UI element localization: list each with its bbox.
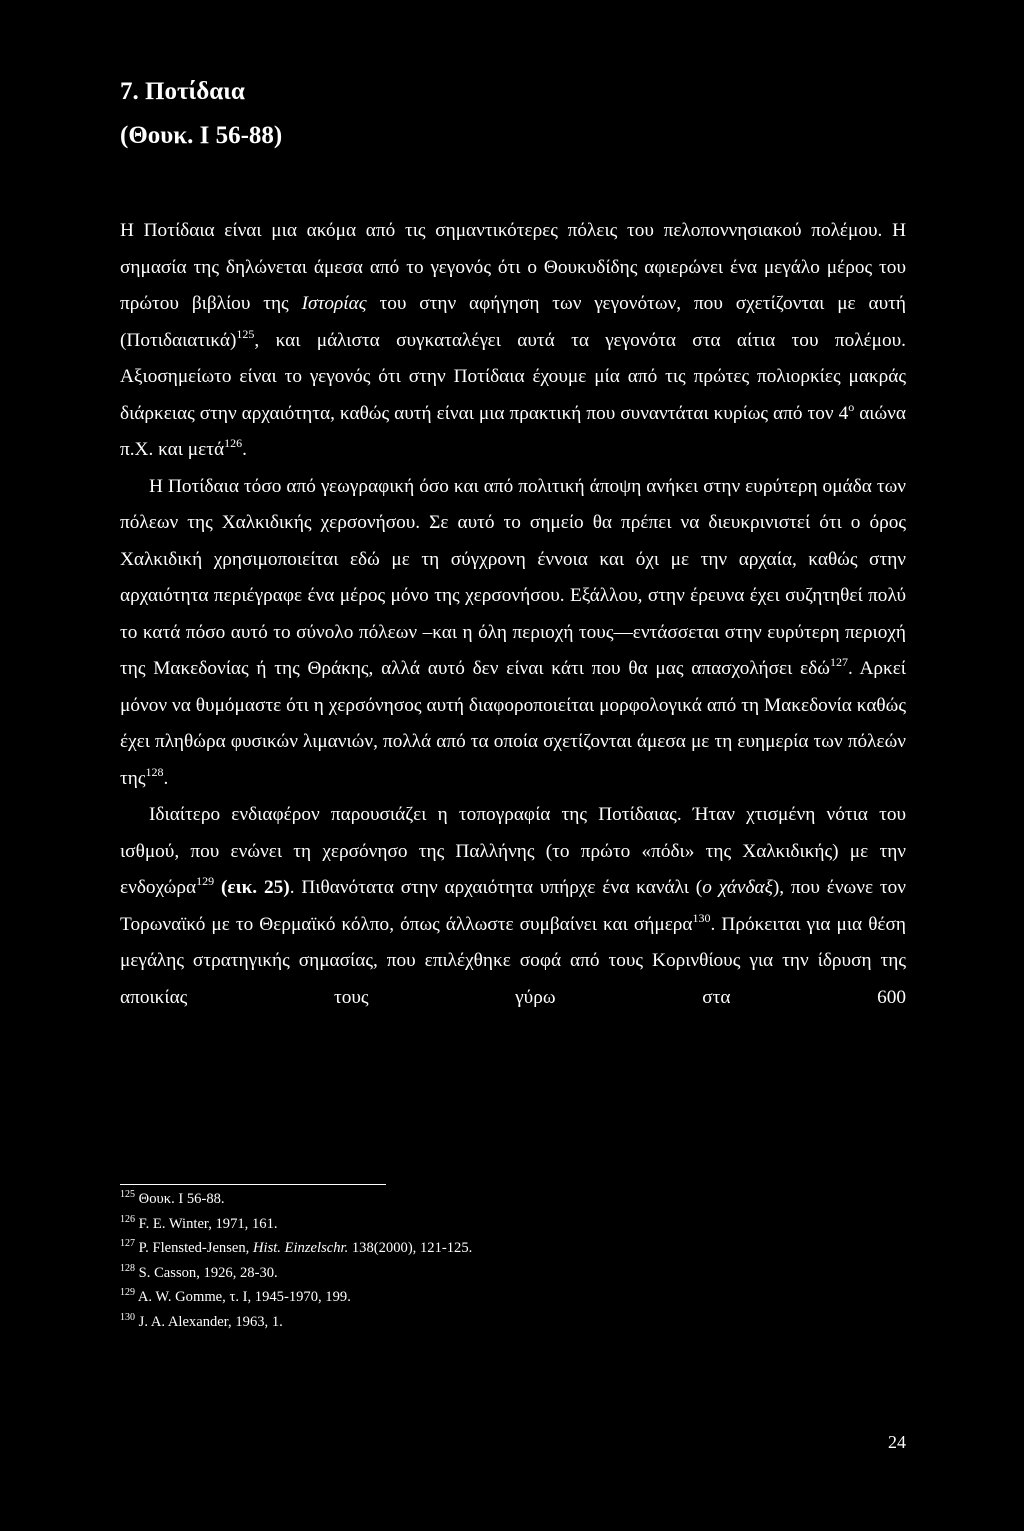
footnote-text: F. E. Winter, 1971, 161. <box>138 1215 278 1232</box>
footnote-italic: Hist. Einzelschr. <box>252 1240 349 1256</box>
footnote-number: 128 <box>120 1262 135 1274</box>
footnote-text: A. W. Gomme, τ. Ι, 1945-1970, 199. <box>137 1289 351 1305</box>
text-run: Η Ποτίδαια τόσο από γεωγραφική όσο και από πολιτική άποψη ανήκει στην ευρύτερη ομάδα των πόλεων της Χαλκιδικής χερσονήσου. Σε αυτό το σημείο θα πρέπει να διευκρινιστεί ότι ο όρος Χαλκιδική χρησιμοποιείται εδώ με τη σύγχρονη έννοια και όχι με την αρχαία, καθώς στην αρχαιότητα περιέγραφε ένα μέρος μόνο της χερσονήσου. Εξάλλου, στην έρευνα έχει συζητηθεί πολύ το κατά πόσο αυτό το σύνολο πόλεων –και η όλη περιοχή τους—εντάσσεται στην ευρύτερη περιοχή της Μακεδονίας ή της Θράκης, αλλά αυτό δεν είναι κάτι που θα μας απασχολήσει εδώ <box>120 475 906 679</box>
footnote-number: 130 <box>120 1311 135 1323</box>
text-run: . Πρόκειται για μια θέση μεγάλης στρατηγικής σημασίας, που επιλέχθηκε σοφά από τους Κορινθίους για την ίδρυση της αποικίας τους γύρω στα 600 <box>120 913 906 1008</box>
footnote-number: 129 <box>120 1287 135 1298</box>
footnote-ref-125: 125 <box>236 326 255 341</box>
text-run: αιώνα π.Χ. και μετά <box>120 402 907 460</box>
text-run: Ιδιαίτερο ενδιαφέρον παρουσιάζει η τοπογραφία της Ποτίδαιας. Ήταν χτισμένη νότια του ισθμού, που ενώνει τη χερσόνησο της Παλλήνης (το πρώτο «πόδι» της Χαλκιδικής) με την ενδοχώρα <box>120 804 906 898</box>
paragraph-3 <box>120 797 906 1016</box>
figure-reference: (εικ. 25) <box>220 877 290 898</box>
text-run: . <box>242 439 247 460</box>
footnotes-list <box>120 1187 472 1334</box>
footnote-ref-129: 129 <box>196 874 215 888</box>
chapter-title: 7. Ποτίδαια <box>120 78 245 105</box>
text-run: ), που ένωνε τον Τορωναϊκό με το Θερμαϊκό κόλπο, όπως άλλωστε συμβαίνει και σήμερα <box>120 877 907 935</box>
footnote-separator <box>120 1184 386 1185</box>
body-text <box>120 213 906 1016</box>
text-run: . Πιθανότατα στην αρχαιότητα υπήρχε ένα κανάλι ( <box>289 877 703 898</box>
footnote-128 <box>120 1261 472 1286</box>
italic-run: ο χάνδαξ <box>702 877 773 898</box>
text-run: , και μάλιστα συγκαταλέγει αυτά τα γεγονότα στα αίτια του πολέμου. Αξιοσημείωτο είναι το γεγονός ότι στην Ποτίδαια έχουμε μία από τις πρώτες πολιορκίες μακράς διάρκειας στην αρχαιότητα, καθώς αυτή είναι μια πρακτική που συναντάται κυρίως από τον 4 <box>120 329 906 424</box>
footnote-ref-127: 127 <box>829 655 848 669</box>
footnote-text: J. A. Alexander, 1963, 1. <box>138 1313 283 1330</box>
footnote-125 <box>120 1187 472 1212</box>
footnote-ref-126: 126 <box>224 436 243 450</box>
footnote-ref-130: 130 <box>692 910 711 925</box>
text-run: του στην αφήγηση των γεγονότων, που σχετίζονται με αυτή (Ποτιδαιατικά) <box>120 293 906 351</box>
footnote-number: 126 <box>120 1213 135 1225</box>
footnote-127 <box>120 1236 472 1261</box>
footnote-text: 138(2000), 121-125. <box>348 1240 473 1256</box>
italic-run: Ιστορίας <box>301 293 367 314</box>
footnote-text: P. Flensted-Jensen, <box>138 1240 253 1256</box>
footnote-126 <box>120 1212 472 1237</box>
page-number: 24 <box>888 1432 906 1452</box>
text-run: . Αρκεί μόνον να θυμόμαστε ότι η χερσόνησος αυτή διαφοροποιείται μορφολογικά από τη Μακεδονία καθώς έχει πληθώρα φυσικών λιμανιών, πολλά από τα οποία σχετίζονται άμεσα με τη ευημερία των πόλεών της <box>120 658 906 789</box>
footnote-text: S. Casson, 1926, 28-30. <box>138 1264 278 1281</box>
ordinal-superscript: ο <box>848 399 855 414</box>
text-run: . <box>163 767 169 789</box>
paragraph-1 <box>120 213 906 469</box>
paragraph-2 <box>120 469 906 798</box>
footnote-text: Θουκ. Ι 56-88. <box>138 1191 225 1207</box>
footnote-129 <box>120 1285 472 1310</box>
footnote-ref-128: 128 <box>145 764 164 779</box>
footnote-130 <box>120 1310 472 1335</box>
chapter-reference: (Θουκ. Ι 56-88) <box>120 122 283 149</box>
footnote-number: 127 <box>120 1238 135 1249</box>
text-run: Η Ποτίδαια είναι μια ακόμα από τις σημαντικότερες πόλεις του πελοποννησιακού πολέμου. Η σημασία της δηλώνεται άμεσα από το γεγονός ότι ο Θουκυδίδης αφιερώνει ένα μεγάλο μέρος του πρώτου βιβλίου της <box>120 220 906 314</box>
footnote-number: 125 <box>120 1189 135 1200</box>
